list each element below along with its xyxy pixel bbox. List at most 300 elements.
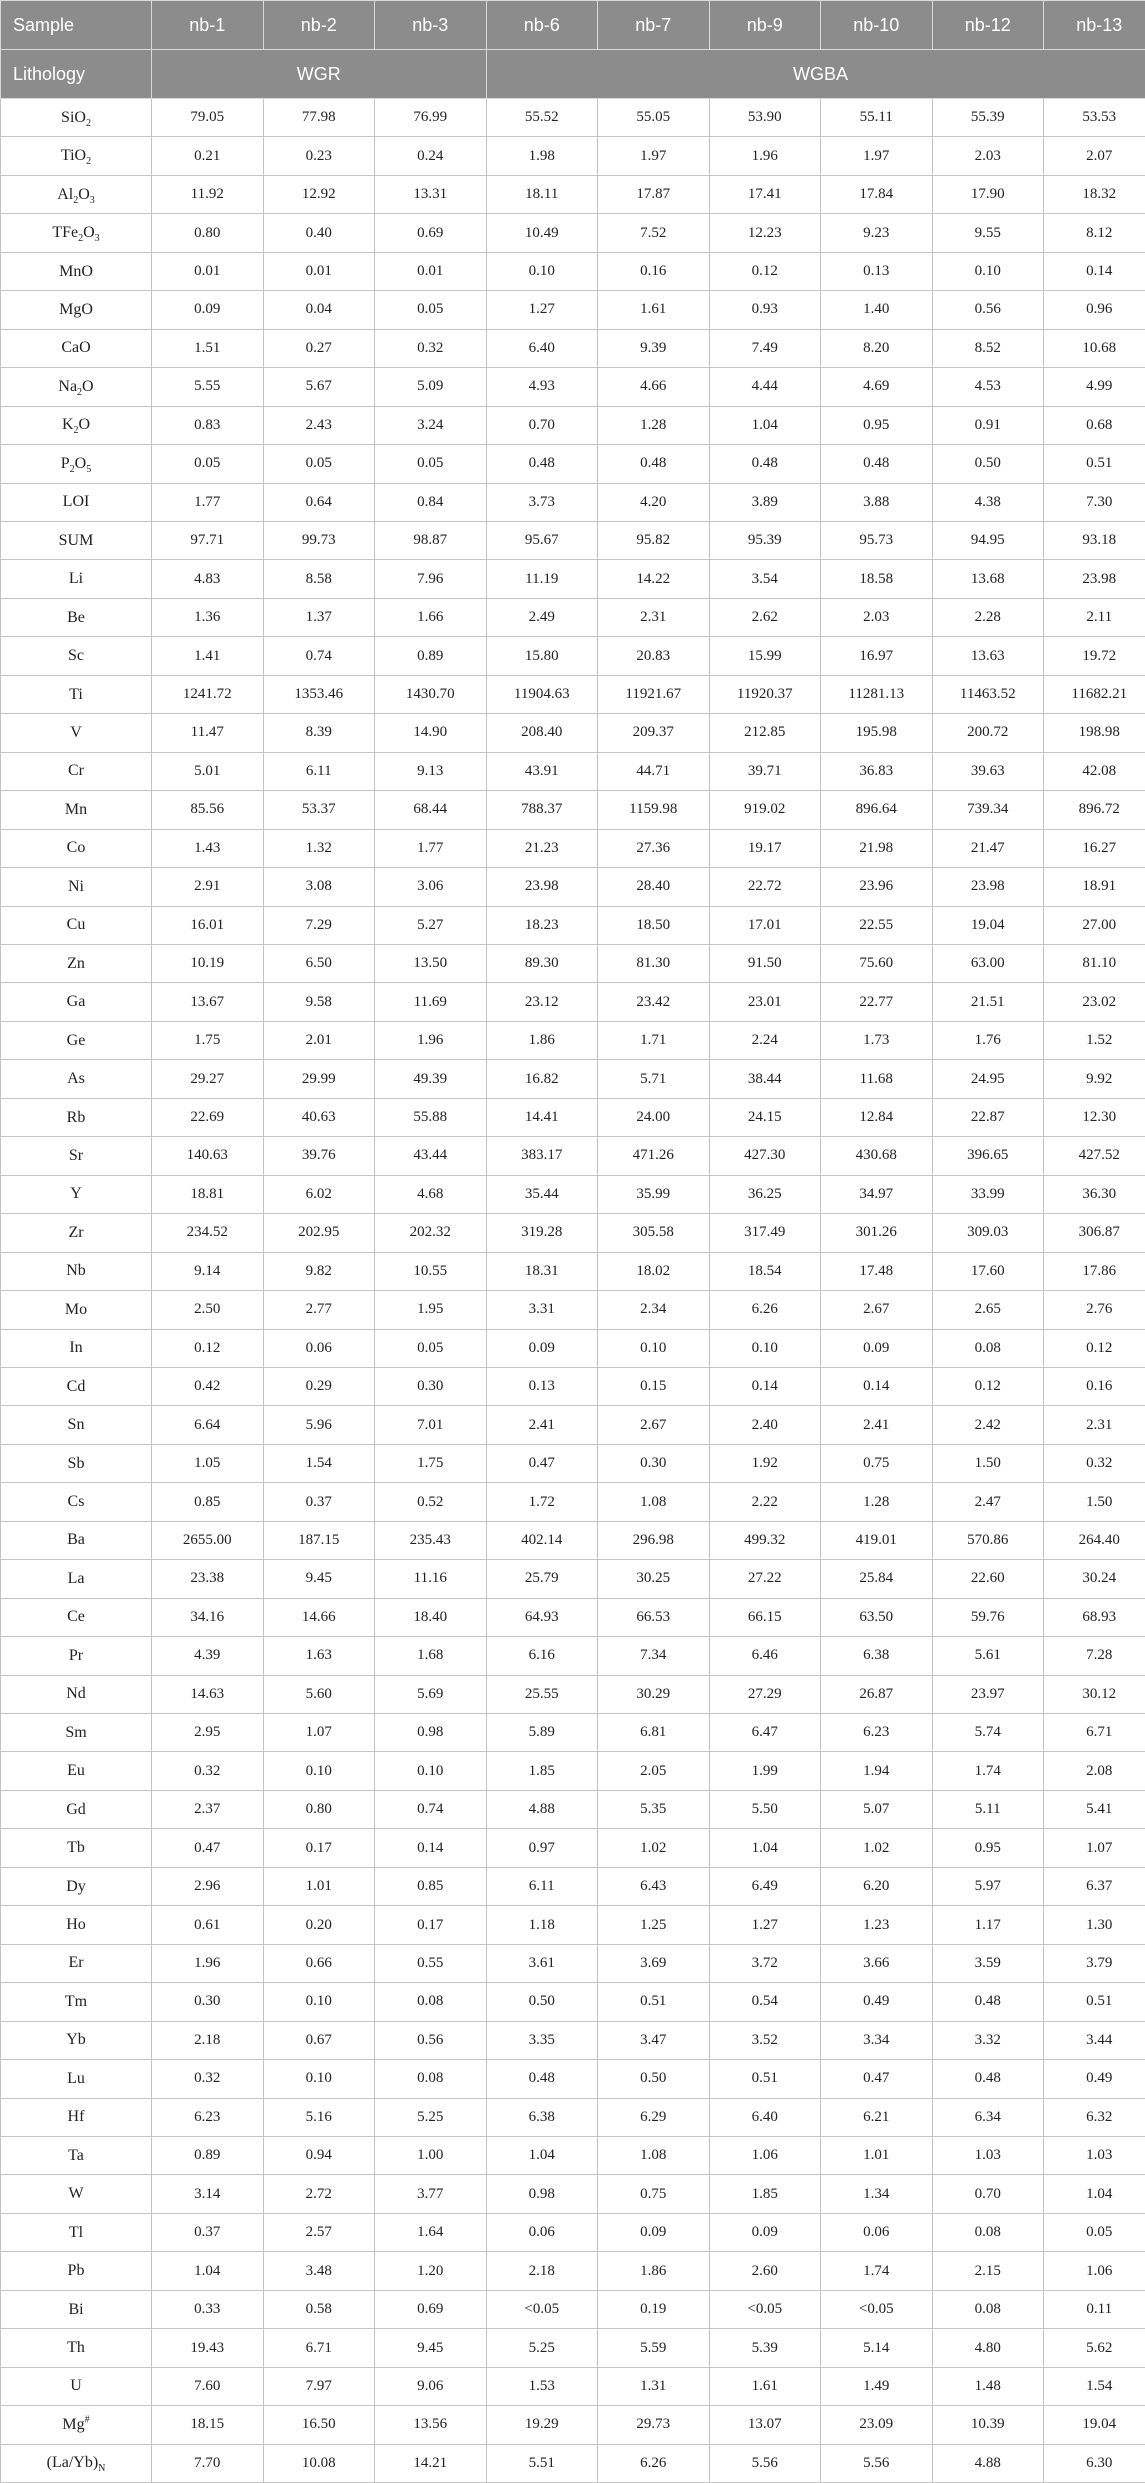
value-cell: 0.64 xyxy=(263,483,375,521)
value-cell: 0.83 xyxy=(152,406,264,444)
value-cell: 55.11 xyxy=(821,99,933,137)
row-label-part: Lu xyxy=(67,2069,85,2087)
value-cell: 0.12 xyxy=(152,1329,264,1367)
value-cell: 42.08 xyxy=(1044,752,1145,790)
value-cell: 6.11 xyxy=(486,1867,598,1905)
value-cell: 1.61 xyxy=(598,291,710,329)
row-label xyxy=(1,1252,152,1290)
value-cell: 1.04 xyxy=(152,2252,264,2290)
row-label-part: Ti xyxy=(69,685,83,703)
value-cell: 21.51 xyxy=(932,983,1044,1021)
value-cell: 29.73 xyxy=(598,2406,710,2444)
row-label-part: Cr xyxy=(68,762,84,780)
value-cell: 0.27 xyxy=(263,329,375,367)
value-cell: 35.99 xyxy=(598,1175,710,1213)
value-cell: 1.95 xyxy=(375,1291,487,1329)
row-label-part: O xyxy=(74,147,87,165)
value-cell: 29.27 xyxy=(152,1060,264,1098)
value-cell: 0.32 xyxy=(1044,1444,1145,1482)
table-row xyxy=(1,1906,1145,1944)
row-label xyxy=(1,1060,152,1098)
table-row xyxy=(1,1021,1145,1059)
sample-header-cell: nb-6 xyxy=(486,1,598,50)
value-cell: 1.50 xyxy=(1044,1483,1145,1521)
value-cell: 1.71 xyxy=(598,1021,710,1059)
row-label-part: 2 xyxy=(73,425,79,437)
value-cell: 0.09 xyxy=(486,1329,598,1367)
value-cell: 11920.37 xyxy=(709,675,821,713)
value-cell: 0.85 xyxy=(152,1483,264,1521)
value-cell: 2.72 xyxy=(263,2175,375,2213)
value-cell: 93.18 xyxy=(1044,521,1145,559)
row-label xyxy=(1,406,152,444)
table-row xyxy=(1,2406,1145,2444)
row-label xyxy=(1,2021,152,2059)
row-label xyxy=(1,1829,152,1867)
value-cell: 6.37 xyxy=(1044,1867,1145,1905)
row-label-part: Ta xyxy=(68,2146,84,2164)
value-cell: 19.04 xyxy=(932,906,1044,944)
value-cell: 1.53 xyxy=(486,2367,598,2405)
table-row xyxy=(1,1790,1145,1828)
table-row xyxy=(1,2021,1145,2059)
sample-header-cell: nb-12 xyxy=(932,1,1044,50)
value-cell: 6.71 xyxy=(263,2329,375,2367)
value-cell: 0.05 xyxy=(152,445,264,483)
row-label-part: O xyxy=(78,185,90,203)
value-cell: 9.58 xyxy=(263,983,375,1021)
value-cell: 2.41 xyxy=(486,1406,598,1444)
value-cell: 13.50 xyxy=(375,944,487,982)
value-cell: 0.10 xyxy=(375,1752,487,1790)
row-label xyxy=(1,2367,152,2405)
value-cell: 24.95 xyxy=(932,1060,1044,1098)
value-cell: 3.88 xyxy=(821,483,933,521)
value-cell: 6.38 xyxy=(486,2098,598,2136)
value-cell: 0.54 xyxy=(709,1983,821,2021)
value-cell: 1.32 xyxy=(263,829,375,867)
value-cell: 5.51 xyxy=(486,2444,598,2482)
value-cell: 0.12 xyxy=(932,1367,1044,1405)
value-cell: 0.09 xyxy=(152,291,264,329)
value-cell: 0.15 xyxy=(598,1367,710,1405)
row-label xyxy=(1,1598,152,1636)
value-cell: 0.51 xyxy=(1044,1983,1145,2021)
value-cell: 5.11 xyxy=(932,1790,1044,1828)
value-cell: 11.47 xyxy=(152,714,264,752)
sample-header-cell: nb-1 xyxy=(152,1,264,50)
value-cell: 9.23 xyxy=(821,214,933,252)
row-label-part: O xyxy=(74,454,87,472)
row-label xyxy=(1,368,152,406)
value-cell: 18.32 xyxy=(1044,175,1145,213)
row-label xyxy=(1,637,152,675)
value-cell: 30.25 xyxy=(598,1560,710,1598)
value-cell: 3.69 xyxy=(598,1944,710,1982)
value-cell: 0.13 xyxy=(821,252,933,290)
value-cell: 195.98 xyxy=(821,714,933,752)
row-label-part: Nb xyxy=(66,1262,86,1280)
value-cell: 9.92 xyxy=(1044,1060,1145,1098)
value-cell: 1.63 xyxy=(263,1637,375,1675)
row-label-part: Pb xyxy=(67,2262,85,2280)
value-cell: 63.00 xyxy=(932,944,1044,982)
value-cell: 0.42 xyxy=(152,1367,264,1405)
value-cell: 3.32 xyxy=(932,2021,1044,2059)
value-cell: 25.79 xyxy=(486,1560,598,1598)
row-label-part: O xyxy=(74,108,86,126)
value-cell: 2.41 xyxy=(821,1406,933,1444)
value-cell: 12.23 xyxy=(709,214,821,252)
value-cell: 98.87 xyxy=(375,521,487,559)
value-cell: 81.30 xyxy=(598,944,710,982)
value-cell: 36.83 xyxy=(821,752,933,790)
table-row xyxy=(1,944,1145,982)
table-row xyxy=(1,714,1145,752)
table-row xyxy=(1,1598,1145,1636)
value-cell: 0.16 xyxy=(598,252,710,290)
value-cell: 0.66 xyxy=(263,1944,375,1982)
value-cell: 13.07 xyxy=(709,2406,821,2444)
value-cell: 77.98 xyxy=(263,99,375,137)
value-cell: 6.23 xyxy=(821,1714,933,1752)
value-cell: 18.02 xyxy=(598,1252,710,1290)
value-cell: 2.50 xyxy=(152,1291,264,1329)
value-cell: 12.92 xyxy=(263,175,375,213)
value-cell: 7.97 xyxy=(263,2367,375,2405)
value-cell: 30.12 xyxy=(1044,1675,1145,1713)
row-label-part: Sc xyxy=(68,647,84,665)
value-cell: 68.93 xyxy=(1044,1598,1145,1636)
row-label xyxy=(1,1560,152,1598)
value-cell: 23.09 xyxy=(821,2406,933,2444)
table-row xyxy=(1,1521,1145,1559)
value-cell: 2.28 xyxy=(932,598,1044,636)
value-cell: 1.73 xyxy=(821,1021,933,1059)
value-cell: 3.89 xyxy=(709,483,821,521)
value-cell: 0.30 xyxy=(598,1444,710,1482)
value-cell: 53.37 xyxy=(263,791,375,829)
value-cell: 28.40 xyxy=(598,868,710,906)
value-cell: 5.27 xyxy=(375,906,487,944)
row-label xyxy=(1,560,152,598)
value-cell: 1.02 xyxy=(598,1829,710,1867)
value-cell: 0.32 xyxy=(152,1752,264,1790)
value-cell: 1.05 xyxy=(152,1444,264,1482)
row-label-part: Li xyxy=(68,570,84,588)
row-label xyxy=(1,1214,152,1252)
value-cell: 0.69 xyxy=(375,214,487,252)
value-cell: 9.45 xyxy=(375,2329,487,2367)
value-cell: 0.47 xyxy=(486,1444,598,1482)
value-cell: 76.99 xyxy=(375,99,487,137)
row-label xyxy=(1,1444,152,1482)
row-label-part: Ba xyxy=(67,1531,85,1549)
value-cell: 18.31 xyxy=(486,1252,598,1290)
value-cell: 30.24 xyxy=(1044,1560,1145,1598)
row-label xyxy=(1,2329,152,2367)
value-cell: 396.65 xyxy=(932,1137,1044,1175)
value-cell: 212.85 xyxy=(709,714,821,752)
value-cell: 5.60 xyxy=(263,1675,375,1713)
value-cell: 13.31 xyxy=(375,175,487,213)
value-cell: 0.14 xyxy=(375,1829,487,1867)
row-label xyxy=(1,483,152,521)
value-cell: <0.05 xyxy=(486,2290,598,2328)
row-label xyxy=(1,1752,152,1790)
value-cell: 1.76 xyxy=(932,1021,1044,1059)
value-cell: 91.50 xyxy=(709,944,821,982)
value-cell: 919.02 xyxy=(709,791,821,829)
value-cell: 0.32 xyxy=(375,329,487,367)
value-cell: 1.27 xyxy=(709,1906,821,1944)
row-label xyxy=(1,752,152,790)
value-cell: 1430.70 xyxy=(375,675,487,713)
value-cell: 1.07 xyxy=(263,1714,375,1752)
value-cell: 202.32 xyxy=(375,1214,487,1252)
value-cell: 6.38 xyxy=(821,1637,933,1675)
row-label-part: TFe xyxy=(52,224,79,242)
value-cell: 6.64 xyxy=(152,1406,264,1444)
value-cell: 5.25 xyxy=(486,2329,598,2367)
row-label-part: Ho xyxy=(66,1916,86,1934)
row-label xyxy=(1,983,152,1021)
value-cell: 1.54 xyxy=(263,1444,375,1482)
value-cell: 1.43 xyxy=(152,829,264,867)
table-row xyxy=(1,406,1145,444)
row-label-part: Tl xyxy=(68,2223,84,2241)
value-cell: 1.98 xyxy=(486,137,598,175)
value-cell: 3.44 xyxy=(1044,2021,1145,2059)
value-cell: 27.36 xyxy=(598,829,710,867)
row-label xyxy=(1,1790,152,1828)
value-cell: 27.29 xyxy=(709,1675,821,1713)
value-cell: 55.88 xyxy=(375,1098,487,1136)
value-cell: 10.39 xyxy=(932,2406,1044,2444)
value-cell: 55.52 xyxy=(486,99,598,137)
row-label-part: O xyxy=(78,416,91,434)
row-label-part: MnO xyxy=(59,262,93,280)
value-cell: 309.03 xyxy=(932,1214,1044,1252)
value-cell: 0.75 xyxy=(821,1444,933,1482)
value-cell: 1.74 xyxy=(932,1752,1044,1790)
value-cell: 39.71 xyxy=(709,752,821,790)
value-cell: 6.21 xyxy=(821,2098,933,2136)
value-cell: 5.97 xyxy=(932,1867,1044,1905)
row-label xyxy=(1,868,152,906)
value-cell: 5.07 xyxy=(821,1790,933,1828)
value-cell: 19.29 xyxy=(486,2406,598,2444)
row-label xyxy=(1,137,152,175)
value-cell: 7.52 xyxy=(598,214,710,252)
value-cell: 2.95 xyxy=(152,1714,264,1752)
value-cell: 0.47 xyxy=(152,1829,264,1867)
value-cell: 10.55 xyxy=(375,1252,487,1290)
value-cell: 16.01 xyxy=(152,906,264,944)
value-cell: 36.30 xyxy=(1044,1175,1145,1213)
value-cell: 1.51 xyxy=(152,329,264,367)
value-cell: 55.05 xyxy=(598,99,710,137)
table-header xyxy=(1,1,1145,99)
value-cell: 1.75 xyxy=(375,1444,487,1482)
value-cell: 2.76 xyxy=(1044,1291,1145,1329)
value-cell: 8.20 xyxy=(821,329,933,367)
value-cell: 11921.67 xyxy=(598,675,710,713)
value-cell: 18.58 xyxy=(821,560,933,598)
value-cell: 1.28 xyxy=(598,406,710,444)
value-cell: 2.37 xyxy=(152,1790,264,1828)
value-cell: 0.08 xyxy=(375,1983,487,2021)
value-cell: 3.48 xyxy=(263,2252,375,2290)
value-cell: 18.23 xyxy=(486,906,598,944)
value-cell: 11.16 xyxy=(375,1560,487,1598)
value-cell: 15.80 xyxy=(486,637,598,675)
row-label-part: Ni xyxy=(68,877,84,895)
value-cell: 1.61 xyxy=(709,2367,821,2405)
value-cell: 5.41 xyxy=(1044,1790,1145,1828)
row-label xyxy=(1,252,152,290)
value-cell: 22.87 xyxy=(932,1098,1044,1136)
value-cell: 0.10 xyxy=(263,2060,375,2098)
row-label xyxy=(1,99,152,137)
value-cell: 9.14 xyxy=(152,1252,264,1290)
value-cell: 0.04 xyxy=(263,291,375,329)
lithology-header-label: Lithology xyxy=(1,50,152,99)
row-label-part: La xyxy=(67,1569,85,1587)
value-cell: 39.63 xyxy=(932,752,1044,790)
row-label xyxy=(1,445,152,483)
value-cell: 1.28 xyxy=(821,1483,933,1521)
value-cell: 19.17 xyxy=(709,829,821,867)
value-cell: 9.13 xyxy=(375,752,487,790)
value-cell: 0.32 xyxy=(152,2060,264,2098)
value-cell: 6.40 xyxy=(486,329,598,367)
value-cell: 17.84 xyxy=(821,175,933,213)
row-label-part: 2 xyxy=(73,194,79,206)
value-cell: 7.34 xyxy=(598,1637,710,1675)
value-cell: 2.67 xyxy=(598,1406,710,1444)
value-cell: 2.65 xyxy=(932,1291,1044,1329)
value-cell: 5.14 xyxy=(821,2329,933,2367)
row-label-part: V xyxy=(70,723,82,741)
value-cell: 14.90 xyxy=(375,714,487,752)
value-cell: 0.20 xyxy=(263,1906,375,1944)
value-cell: 0.17 xyxy=(375,1906,487,1944)
value-cell: 0.08 xyxy=(932,1329,1044,1367)
value-cell: 21.23 xyxy=(486,829,598,867)
row-label xyxy=(1,791,152,829)
table-row xyxy=(1,1098,1145,1136)
value-cell: 0.51 xyxy=(598,1983,710,2021)
value-cell: 18.15 xyxy=(152,2406,264,2444)
table-row xyxy=(1,291,1145,329)
row-label-part: Gd xyxy=(66,1800,86,1818)
value-cell: 0.80 xyxy=(152,214,264,252)
value-cell: 4.53 xyxy=(932,368,1044,406)
value-cell: 11281.13 xyxy=(821,675,933,713)
value-cell: 0.11 xyxy=(1044,2290,1145,2328)
value-cell: 7.29 xyxy=(263,906,375,944)
value-cell: 35.44 xyxy=(486,1175,598,1213)
value-cell: 0.51 xyxy=(1044,445,1145,483)
value-cell: 1.49 xyxy=(821,2367,933,2405)
row-label xyxy=(1,1944,152,1982)
value-cell: 6.11 xyxy=(263,752,375,790)
value-cell: 6.43 xyxy=(598,1867,710,1905)
row-label-part: O xyxy=(82,377,94,395)
value-cell: 9.55 xyxy=(932,214,1044,252)
row-label-part: Sn xyxy=(67,1416,85,1434)
value-cell: 29.99 xyxy=(263,1060,375,1098)
value-cell: 23.42 xyxy=(598,983,710,1021)
value-cell: <0.05 xyxy=(709,2290,821,2328)
value-cell: 0.05 xyxy=(263,445,375,483)
value-cell: 0.10 xyxy=(932,252,1044,290)
value-cell: 2.03 xyxy=(932,137,1044,175)
value-cell: 3.31 xyxy=(486,1291,598,1329)
row-label-part: Tb xyxy=(67,1839,85,1857)
sample-header-row xyxy=(1,1,1145,50)
value-cell: 6.26 xyxy=(598,2444,710,2482)
table-row xyxy=(1,1637,1145,1675)
row-label-part: 5 xyxy=(86,463,92,475)
table-row xyxy=(1,521,1145,559)
value-cell: 23.98 xyxy=(486,868,598,906)
value-cell: 22.69 xyxy=(152,1098,264,1136)
value-cell: 3.73 xyxy=(486,483,598,521)
value-cell: 1.40 xyxy=(821,291,933,329)
value-cell: 1.01 xyxy=(821,2137,933,2175)
value-cell: 5.56 xyxy=(821,2444,933,2482)
value-cell: 23.98 xyxy=(1044,560,1145,598)
value-cell: 0.12 xyxy=(1044,1329,1145,1367)
value-cell: 1.96 xyxy=(709,137,821,175)
value-cell: 1.04 xyxy=(709,406,821,444)
value-cell: 2.42 xyxy=(932,1406,1044,1444)
value-cell: 1.54 xyxy=(1044,2367,1145,2405)
table-row xyxy=(1,2175,1145,2213)
value-cell: 5.61 xyxy=(932,1637,1044,1675)
value-cell: 1.75 xyxy=(152,1021,264,1059)
value-cell: 2.49 xyxy=(486,598,598,636)
value-cell: 3.66 xyxy=(821,1944,933,1982)
value-cell: 12.84 xyxy=(821,1098,933,1136)
value-cell: 1.04 xyxy=(709,1829,821,1867)
value-cell: 202.95 xyxy=(263,1214,375,1252)
value-cell: 1241.72 xyxy=(152,675,264,713)
row-label xyxy=(1,829,152,867)
table-body xyxy=(1,99,1145,2483)
value-cell: 0.56 xyxy=(375,2021,487,2059)
value-cell: 1.18 xyxy=(486,1906,598,1944)
value-cell: 5.16 xyxy=(263,2098,375,2136)
table-row xyxy=(1,868,1145,906)
row-label xyxy=(1,675,152,713)
row-label xyxy=(1,1329,152,1367)
row-label xyxy=(1,1637,152,1675)
row-label-part: (La/Yb) xyxy=(46,2454,99,2472)
table-row xyxy=(1,1675,1145,1713)
table-row xyxy=(1,2367,1145,2405)
value-cell: 14.41 xyxy=(486,1098,598,1136)
row-label-part: Cs xyxy=(67,1493,85,1511)
value-cell: 6.02 xyxy=(263,1175,375,1213)
value-cell: 209.37 xyxy=(598,714,710,752)
value-cell: 1.20 xyxy=(375,2252,487,2290)
lithology-group-cell: WGBA xyxy=(486,50,1145,99)
value-cell: 13.67 xyxy=(152,983,264,1021)
value-cell: 0.37 xyxy=(263,1483,375,1521)
